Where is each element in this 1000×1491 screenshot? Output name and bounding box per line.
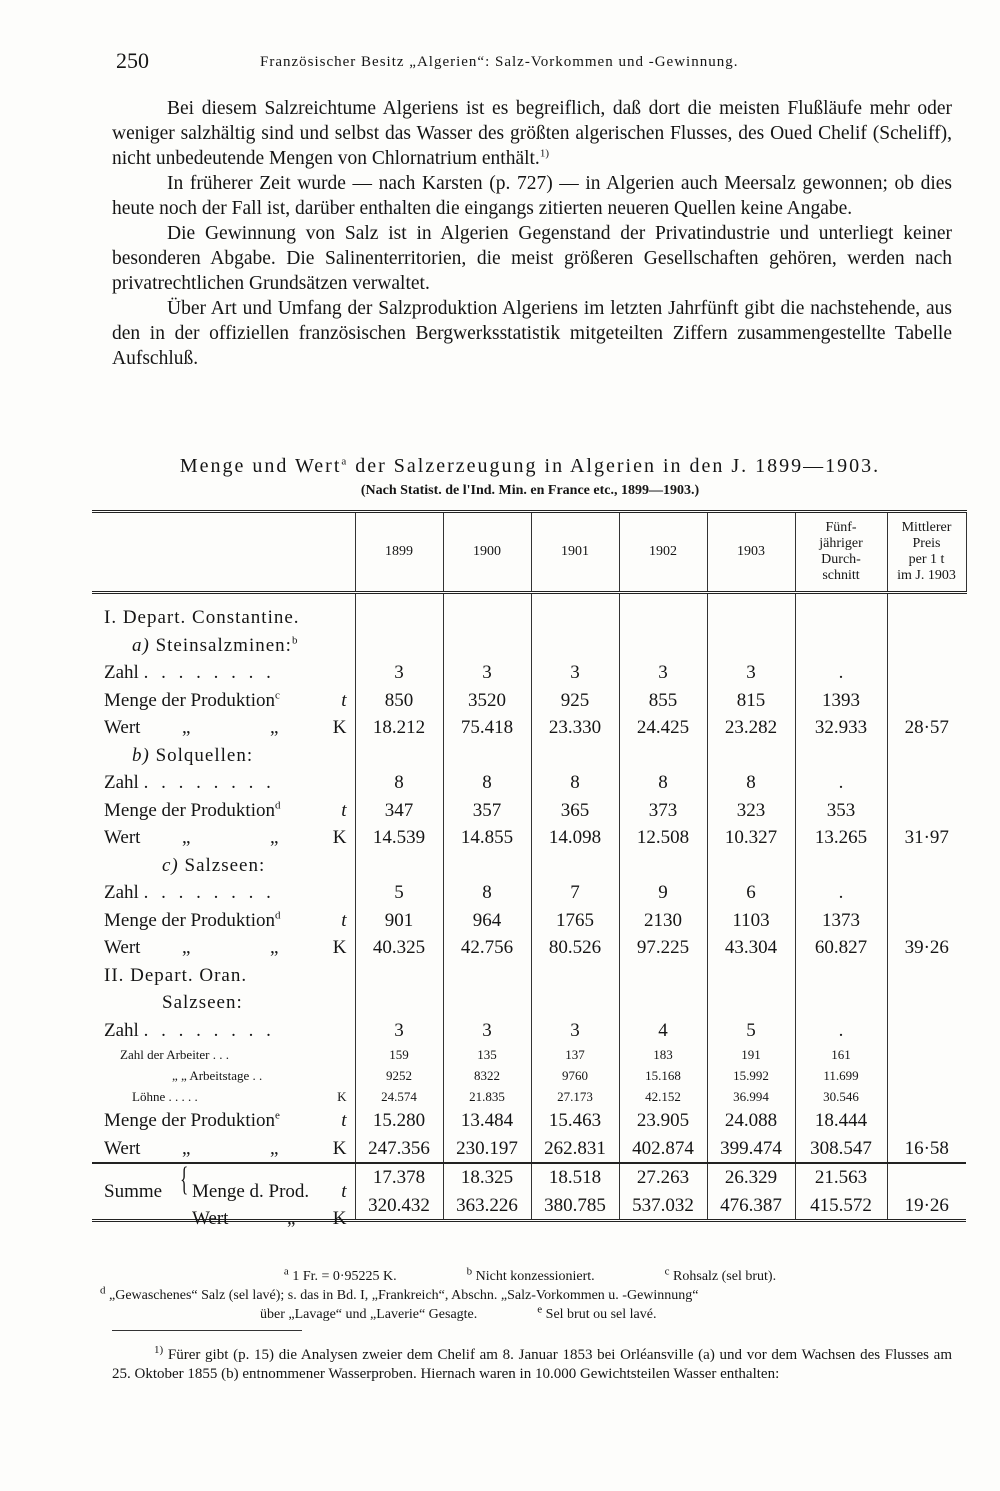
- table-cell: 3: [619, 659, 707, 687]
- table-cell: 135: [443, 1044, 531, 1065]
- table-cell: 3: [443, 1017, 531, 1045]
- footnote: $^{1)}$ Fürer gibt (p. 15) die Analysen zweier dem Chelif am 8. Januar 1853 bei Orléansville (a) und vor dem Wachsen des Flusses am 25. Oktober 1855 (b) entnommener Wasserproben. Hiernach waren in 10.000 Gewichtsteilen Wasser enthalten:: [112, 1344, 953, 1382]
- table-cell: 1103: [707, 907, 795, 935]
- table-cell: 23.330: [531, 714, 619, 742]
- salt-production-table: [92, 510, 967, 1230]
- table-cell: 8: [443, 879, 531, 907]
- table-cell: 39·26: [887, 934, 966, 962]
- table-cell: 24.425: [619, 714, 707, 742]
- table-row: [92, 907, 966, 935]
- table-cell: 15.463: [531, 1107, 619, 1135]
- row-label: Zahl . . . . . . . .: [104, 1019, 275, 1041]
- table-cell: [887, 797, 966, 825]
- row-label: Wert „ „ K: [104, 827, 347, 849]
- sum-row: [92, 1163, 966, 1192]
- table-cell: 8: [619, 769, 707, 797]
- table-cell: 60.827: [795, 934, 887, 962]
- table-cell: 262.831: [531, 1135, 619, 1164]
- table-cell: 161: [795, 1044, 887, 1065]
- table-cell: 13.484: [443, 1107, 531, 1135]
- table-note: $^d$ „Gewaschenes“ Salz (sel lavé); s. das in Bd. I, „Frankreich“, Abschn. „Salz-Vorkommen u. -Gewinnung“: [100, 1284, 699, 1303]
- table-cell: 11.699: [795, 1065, 887, 1086]
- row-label: Wert „ „ K: [104, 1137, 347, 1159]
- table-row: [92, 934, 966, 962]
- table-cell: 308.547: [795, 1135, 887, 1164]
- row-label: Wert „ „ K: [104, 937, 347, 959]
- table-cell: 415.572: [795, 1192, 887, 1221]
- table-cell: 964: [443, 907, 531, 935]
- table-cell: 10.327: [707, 824, 795, 852]
- table-cell: [887, 1044, 966, 1065]
- table-cell: 3: [355, 659, 443, 687]
- row-label: Wert „ K: [192, 1208, 347, 1230]
- table-cell: 42.756: [443, 934, 531, 962]
- table-cell: 230.197: [443, 1135, 531, 1164]
- table-title: Menge und Wert$^a$ der Salzerzeugung in Algerien in den J. 1899—1903.: [179, 455, 881, 477]
- row-label: Menge der Produktion$^c$ t: [104, 689, 347, 711]
- running-title: Französischer Besitz „Algerien“: Salz-Vorkommen und -Gewinnung.: [260, 54, 739, 70]
- row-label: Zahl . . . . . . . .: [104, 772, 275, 794]
- table-cell: 21.835: [443, 1086, 531, 1107]
- table-cell: 28·57: [887, 714, 966, 742]
- table-cell: 6: [707, 879, 795, 907]
- table-cell: 353: [795, 797, 887, 825]
- header-price: Mittlerer Preis per 1 t im J. 1903: [887, 512, 966, 593]
- table-cell: 159: [355, 1044, 443, 1065]
- table-cell: 16·58: [887, 1135, 966, 1164]
- row-label: Menge der Produktion$^d$ t: [104, 799, 347, 821]
- running-header: [112, 48, 812, 80]
- table-cell: 30.546: [795, 1086, 887, 1107]
- table-cell: 363.226: [443, 1192, 531, 1221]
- table-row: [92, 1017, 966, 1045]
- table-cell: 18.518: [531, 1163, 619, 1192]
- section-row: I. Depart. Constantine.: [92, 604, 966, 632]
- table-row: [92, 769, 966, 797]
- table-subtitle: (Nach Statist. de l'Ind. Min. en France etc., 1899—1903.): [360, 483, 700, 498]
- row-label: Menge der Produktion$^d$ t: [104, 909, 347, 931]
- paragraph: Bei diesem Salzreichtume Algeriens ist es begreiflich, daß dort die meisten Flußläufe mehr oder weniger salzhältig sind und selbst das Wasser des größten algerischen Flusses, des Oued Chelif (Scheliff), nicht unbedeutende Mengen von Chlornatrium enthält.$^{1)}$: [112, 98, 952, 169]
- table-cell: 21.563: [795, 1163, 887, 1192]
- table-cell: 15.992: [707, 1065, 795, 1086]
- table-cell: 31·97: [887, 824, 966, 852]
- paragraph: In früherer Zeit wurde — nach Karsten (p. 727) — in Algerien auch Meersalz gewonnen; ob dies heute noch der Fall ist, darüber enthalten die eingangs zitierten neueren Quellen keine Angabe.: [112, 173, 952, 219]
- table-cell: [887, 1107, 966, 1135]
- body-text: [112, 96, 952, 371]
- table-cell: 323: [707, 797, 795, 825]
- row-label: Wert „ „ K: [104, 717, 347, 739]
- page-number: 250: [116, 48, 149, 73]
- table-cell: 9760: [531, 1065, 619, 1086]
- table-cell: .: [795, 879, 887, 907]
- table-cell: 15.280: [355, 1107, 443, 1135]
- header-1901: 1901: [531, 512, 619, 593]
- header-average: Fünf- jähriger Durch- schnitt: [795, 512, 887, 593]
- header-blank: [92, 512, 355, 593]
- table-row: [92, 879, 966, 907]
- table-row: [92, 797, 966, 825]
- subsection-row: Salzseen:: [92, 989, 966, 1017]
- table-cell: 18.444: [795, 1107, 887, 1135]
- table-cell: .: [795, 769, 887, 797]
- table-cell: [887, 659, 966, 687]
- table-cell: 14.855: [443, 824, 531, 852]
- table-row: [92, 1107, 966, 1135]
- table-cell: 2130: [619, 907, 707, 935]
- table-cell: 3: [707, 659, 795, 687]
- table-cell: 1373: [795, 907, 887, 935]
- table-cell: 42.152: [619, 1086, 707, 1107]
- table-cell: 347: [355, 797, 443, 825]
- table-cell: 5: [707, 1017, 795, 1045]
- table-row: [92, 1065, 966, 1086]
- row-label: Menge der Produktion$^e$ t: [104, 1109, 347, 1132]
- row-label: Zahl . . . . . . . .: [104, 662, 275, 684]
- table-cell: [887, 1086, 966, 1107]
- table-cell: 43.304: [707, 934, 795, 962]
- row-label: Zahl der Arbeiter . . .: [120, 1046, 230, 1062]
- table-cell: 24.574: [355, 1086, 443, 1107]
- header-1900: 1900: [443, 512, 531, 593]
- row-label: Zahl . . . . . . . .: [104, 882, 275, 904]
- header-1902: 1902: [619, 512, 707, 593]
- subsection-row: a) Steinsalzminen:$^b$: [92, 632, 966, 660]
- table-cell: 476.387: [707, 1192, 795, 1221]
- table-cell: 402.874: [619, 1135, 707, 1164]
- row-label: Summe { Menge d. Prod. t: [92, 1163, 355, 1192]
- table-cell: 9252: [355, 1065, 443, 1086]
- paragraph: Die Gewinnung von Salz ist in Algerien Gegenstand der Privatindustrie und unterliegt keiner besonderen Abgabe. Die Salinenterritorien, die meist größeren Gesellschaften gehören, werden nach privatrechtlichen Grundsätzen verwaltet.: [112, 223, 952, 294]
- table-cell: 137: [531, 1044, 619, 1065]
- table-cell: 357: [443, 797, 531, 825]
- table-cell: 8322: [443, 1065, 531, 1086]
- table-row: [92, 687, 966, 715]
- table-cell: 3: [355, 1017, 443, 1045]
- table-cell: 3520: [443, 687, 531, 715]
- table-cell: 365: [531, 797, 619, 825]
- sum-row: [92, 1192, 966, 1221]
- paragraph: Über Art und Umfang der Salzproduktion Algeriens im letzten Jahrfünft gibt die nachstehende, aus den in der offiziellen französischen Bergwerksstatistik mitgeteilten Ziffern zusammengestellte Tabelle Aufschluß.: [112, 298, 952, 369]
- table-cell: 4: [619, 1017, 707, 1045]
- table-cell: 8: [707, 769, 795, 797]
- table-cell: 40.325: [355, 934, 443, 962]
- table-row: [92, 1086, 966, 1107]
- table-row: [92, 824, 966, 852]
- table-cell: 14.098: [531, 824, 619, 852]
- footnote-rule: [112, 1330, 302, 1331]
- table-row: [92, 1044, 966, 1065]
- table-cell: 32.933: [795, 714, 887, 742]
- table-cell: 24.088: [707, 1107, 795, 1135]
- table-cell: 191: [707, 1044, 795, 1065]
- table-cell: 1393: [795, 687, 887, 715]
- table-cell: [887, 907, 966, 935]
- table-cell: 3: [531, 1017, 619, 1045]
- section-row: II. Depart. Oran.: [92, 962, 966, 990]
- table-cell: 380.785: [531, 1192, 619, 1221]
- table-cell: 14.539: [355, 824, 443, 852]
- table-row: [92, 659, 966, 687]
- table-cell: 26.329: [707, 1163, 795, 1192]
- table-cell: 3: [443, 659, 531, 687]
- table-cell: 373: [619, 797, 707, 825]
- table-cell: [887, 1065, 966, 1086]
- table-cell: [887, 687, 966, 715]
- row-label: „ „ Arbeitstage . .: [172, 1067, 263, 1083]
- table-cell: 15.168: [619, 1065, 707, 1086]
- table-note: $^a$ 1 Fr. = 0·95225 K. $^b$ Nicht konzessioniert. $^c$ Rohsalz (sel brut).: [283, 1265, 777, 1284]
- header-1903: 1903: [707, 512, 795, 593]
- table-cell: 18.212: [355, 714, 443, 742]
- table-row: [92, 1135, 966, 1164]
- table-cell: 7: [531, 879, 619, 907]
- table-cell: 815: [707, 687, 795, 715]
- table-cell: .: [795, 659, 887, 687]
- table-cell: 23.282: [707, 714, 795, 742]
- table-cell: 399.474: [707, 1135, 795, 1164]
- table-cell: 13.265: [795, 824, 887, 852]
- table-cell: 19·26: [887, 1192, 966, 1221]
- table-cell: 320.432: [355, 1192, 443, 1221]
- table-cell: 247.356: [355, 1135, 443, 1164]
- table-cell: 8: [355, 769, 443, 797]
- table-cell: 5: [355, 879, 443, 907]
- table-cell: 9: [619, 879, 707, 907]
- table-cell: .: [795, 1017, 887, 1045]
- table-cell: 17.378: [355, 1163, 443, 1192]
- footnote-ref[interactable]: 1): [539, 147, 549, 160]
- table-cell: 183: [619, 1044, 707, 1065]
- table-cell: 97.225: [619, 934, 707, 962]
- table-cell: [887, 769, 966, 797]
- table-cell: 3: [531, 659, 619, 687]
- table-cell: 27.173: [531, 1086, 619, 1107]
- table-cell: 36.994: [707, 1086, 795, 1107]
- table-cell: 18.325: [443, 1163, 531, 1192]
- table-cell: 80.526: [531, 934, 619, 962]
- table-cell: 925: [531, 687, 619, 715]
- table-cell: 75.418: [443, 714, 531, 742]
- table-cell: 855: [619, 687, 707, 715]
- table-note: über „Lavage“ und „Laverie“ Gesagte. $^e$ Sel brut ou sel lavé.: [260, 1303, 657, 1322]
- table-cell: 12.508: [619, 824, 707, 852]
- table-cell: [887, 1017, 966, 1045]
- subsection-row: b) Solquellen:: [92, 742, 966, 770]
- table-cell: 23.905: [619, 1107, 707, 1135]
- table-cell: [887, 1163, 966, 1192]
- table-cell: 8: [443, 769, 531, 797]
- table-header-row: [92, 512, 966, 593]
- table-cell: 8: [531, 769, 619, 797]
- table-cell: 901: [355, 907, 443, 935]
- table-cell: 850: [355, 687, 443, 715]
- row-label: Löhne . . . . . K: [132, 1088, 347, 1104]
- table-cell: [887, 879, 966, 907]
- table-cell: 1765: [531, 907, 619, 935]
- table-row: [92, 714, 966, 742]
- table-cell: 27.263: [619, 1163, 707, 1192]
- header-1899: 1899: [355, 512, 443, 593]
- table-cell: 537.032: [619, 1192, 707, 1221]
- subsection-row: c) Salzseen:: [92, 852, 966, 880]
